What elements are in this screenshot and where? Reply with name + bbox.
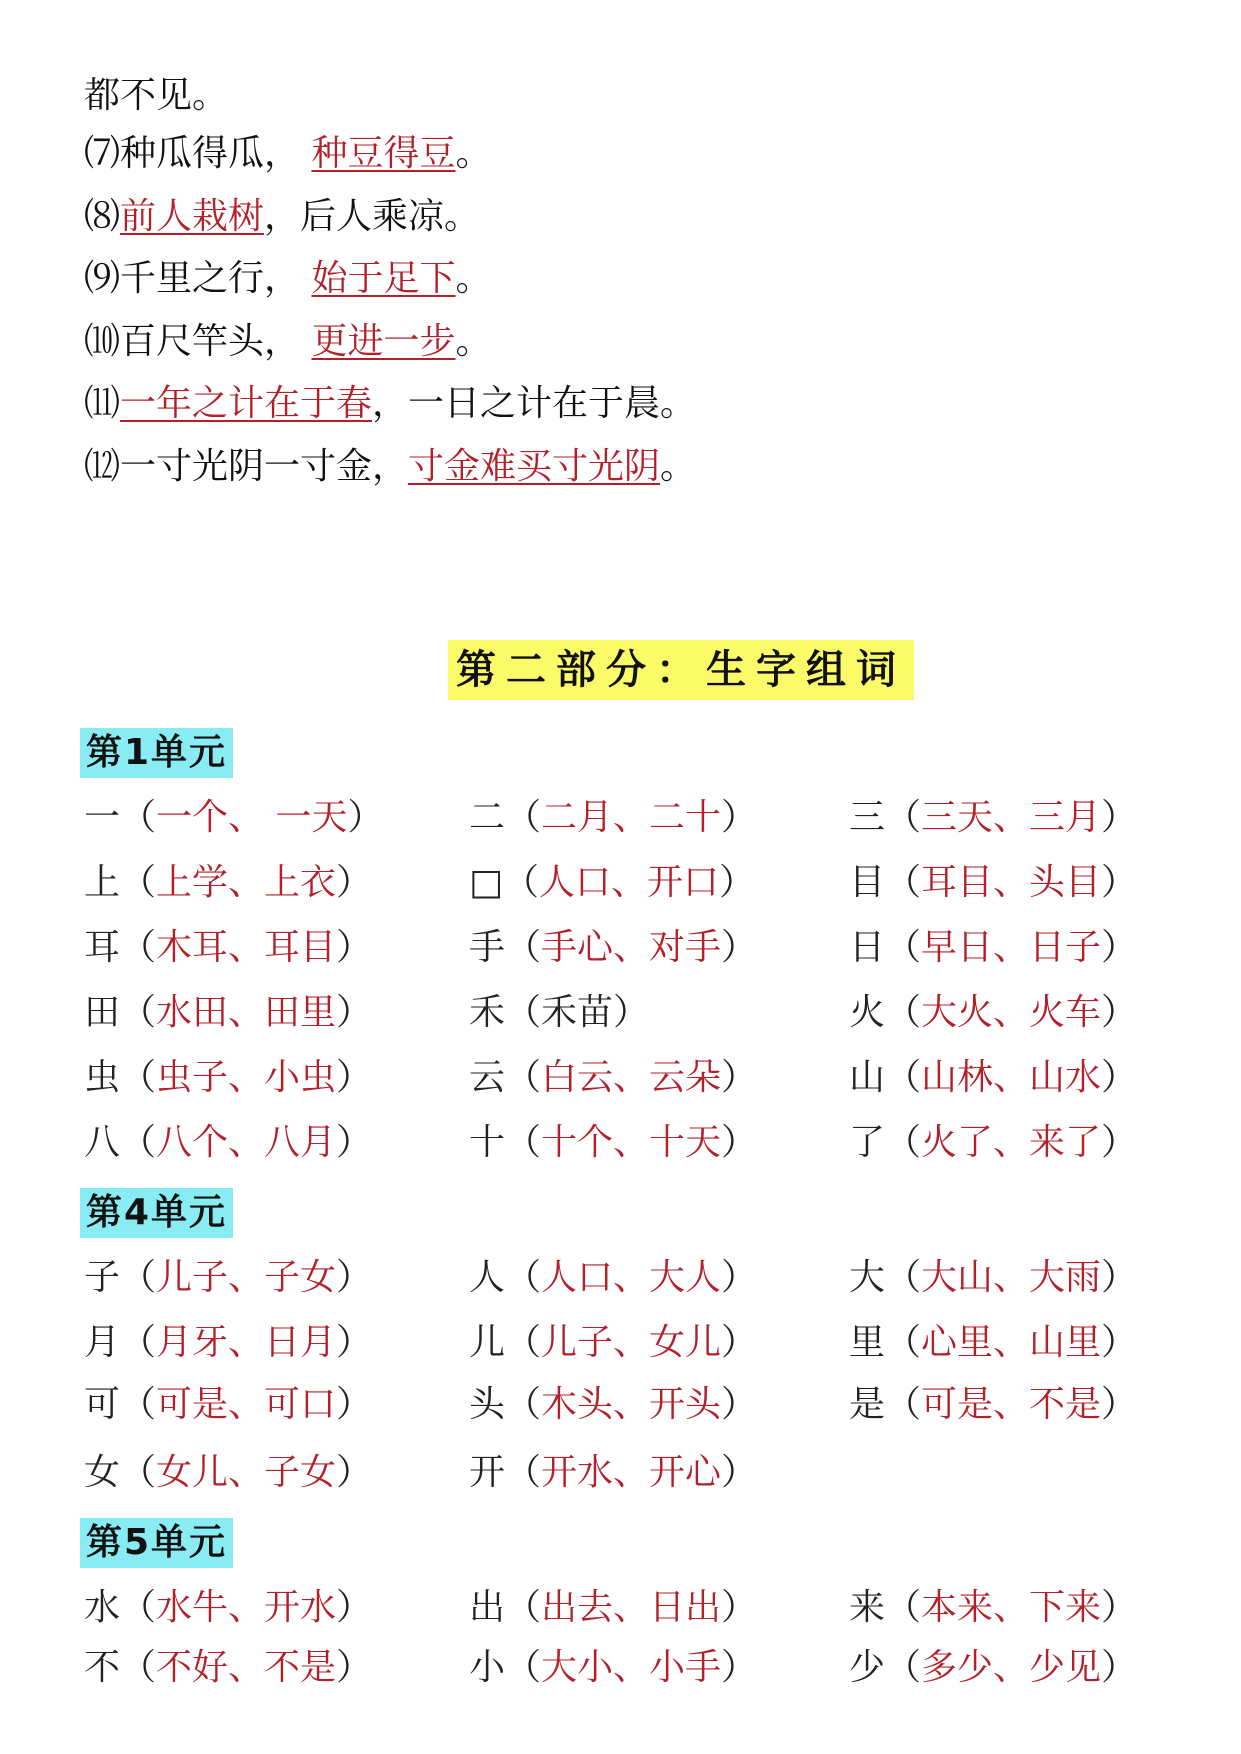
word-entry: 大（大山、大雨） [849, 1257, 1138, 1298]
words: 大山、大雨 [921, 1257, 1102, 1298]
words: 人口、开口 [539, 862, 720, 903]
words: 开水、开心 [541, 1452, 722, 1493]
character: 云 [469, 1057, 506, 1098]
proverb-prefix: ⑾ [84, 383, 121, 424]
character: 二 [469, 797, 506, 838]
words: 不好、不是 [156, 1647, 337, 1688]
word-entry: 头（木头、开头） [469, 1384, 758, 1425]
word-entry: 里（心里、山里） [849, 1322, 1138, 1363]
word-entry: 人（人口、大人） [469, 1257, 758, 1298]
word-entry: 目（耳目、头目） [849, 862, 1138, 903]
character: 小 [469, 1647, 506, 1688]
words: 大火、火车 [921, 992, 1102, 1033]
words: 三天、三月 [921, 797, 1102, 838]
words: 火了、来了 [921, 1122, 1102, 1163]
word-entry: 女（女儿、子女） [84, 1452, 373, 1493]
word-entry: 八（八个、八月） [84, 1122, 373, 1163]
proverb-line-11 [84, 380, 696, 428]
word-row [84, 988, 1184, 1038]
word-entry: 可（可是、可口） [84, 1384, 373, 1425]
character: 日 [849, 927, 886, 968]
words: 大小、小手 [541, 1647, 722, 1688]
character: 上 [84, 862, 121, 903]
character: 少 [849, 1647, 886, 1688]
word-entry: 耳（木耳、耳目） [84, 927, 373, 968]
word-entry: 禾（禾苗） [469, 992, 650, 1033]
character: 了 [849, 1122, 886, 1163]
word-entry: 二（二月、二十） [469, 797, 758, 838]
words: 十个、十天 [541, 1122, 722, 1163]
unit-heading-5: 第5单元 [80, 1518, 233, 1568]
word-entry: 出（出去、日出） [469, 1587, 758, 1628]
word-entry: □（人口、开口） [469, 862, 756, 903]
word-entry: 小（大小、小手） [469, 1647, 758, 1688]
proverb-answer: 寸金难买寸光阴 [408, 446, 661, 487]
character: 田 [84, 992, 121, 1033]
word-entry: 虫（虫子、小虫） [84, 1057, 373, 1098]
word-row [84, 1448, 1184, 1498]
character: 里 [849, 1322, 886, 1363]
unit-heading-4: 第4单元 [80, 1188, 233, 1238]
word-entry: 是（可是、不是） [849, 1384, 1138, 1425]
words: 月牙、日月 [156, 1322, 337, 1363]
proverb-answer: 更进一步 [311, 321, 456, 362]
words: 手心、对手 [541, 927, 722, 968]
words: 一个、 一天 [156, 797, 348, 838]
word-row [84, 1583, 1184, 1633]
words: 禾苗 [541, 992, 614, 1033]
proverb-prefix: ⑺种瓜得瓜， [84, 133, 312, 174]
words: 二月、二十 [541, 797, 722, 838]
word-entry: 开（开水、开心） [469, 1452, 758, 1493]
character: 人 [469, 1257, 506, 1298]
character: 水 [84, 1587, 121, 1628]
words: 八个、八月 [156, 1122, 337, 1163]
word-row [84, 1380, 1184, 1430]
proverb-line-continued [84, 72, 228, 120]
word-row [84, 858, 1184, 908]
proverb-prefix: ⑿一寸光阴一寸金， [84, 446, 409, 487]
character: 手 [469, 927, 506, 968]
character: 一 [84, 797, 121, 838]
unit-heading-1: 第1单元 [80, 728, 233, 778]
word-entry: 不（不好、不是） [84, 1647, 373, 1688]
words: 山林、山水 [921, 1057, 1102, 1098]
character: 是 [849, 1384, 886, 1425]
proverb-suffix: 。 [455, 258, 492, 299]
proverb-answer: 种豆得豆 [311, 133, 456, 174]
proverb-suffix: 。 [455, 321, 492, 362]
word-entry: 来（本来、下来） [849, 1587, 1138, 1628]
character: 可 [84, 1384, 121, 1425]
word-entry: 了（火了、来了） [849, 1122, 1138, 1163]
word-row [84, 1253, 1184, 1303]
proverb-line-7 [84, 130, 491, 178]
word-entry: 一（一个、 一天） [84, 797, 384, 838]
character: 不 [84, 1647, 121, 1688]
proverb-prefix: ⑼千里之行， [84, 258, 312, 299]
word-entry: 子（儿子、子女） [84, 1257, 373, 1298]
proverb-line-10 [84, 318, 491, 366]
word-row [84, 793, 1184, 843]
word-entry: 儿（儿子、女儿） [469, 1322, 758, 1363]
character: 月 [84, 1322, 121, 1363]
character: 开 [469, 1452, 506, 1493]
words: 本来、下来 [921, 1587, 1102, 1628]
words: 可是、可口 [156, 1384, 337, 1425]
words: 可是、不是 [921, 1384, 1102, 1425]
words: 水田、田里 [156, 992, 337, 1033]
words: 上学、上衣 [156, 862, 337, 903]
proverb-answer: 一年之计在于春 [120, 383, 373, 424]
words: 早日、日子 [921, 927, 1102, 968]
words: 儿子、女儿 [541, 1322, 722, 1363]
character: 女 [84, 1452, 121, 1493]
words: 多少、少见 [921, 1647, 1102, 1688]
words: 虫子、小虫 [156, 1057, 337, 1098]
words: 木头、开头 [541, 1384, 722, 1425]
word-entry: 少（多少、少见） [849, 1647, 1138, 1688]
proverb-line-9 [84, 255, 491, 303]
word-row [84, 1053, 1184, 1103]
word-row [84, 923, 1184, 973]
word-entry: 日（早日、日子） [849, 927, 1138, 968]
words: 木耳、耳目 [156, 927, 337, 968]
character: 耳 [84, 927, 121, 968]
word-entry: 水（水牛、开水） [84, 1587, 373, 1628]
word-entry: 田（水田、田里） [84, 992, 373, 1033]
words: 耳目、头目 [921, 862, 1102, 903]
words: 白云、云朵 [541, 1057, 722, 1098]
words: 水牛、开水 [156, 1587, 337, 1628]
word-entry: 手（手心、对手） [469, 927, 758, 968]
character: 目 [849, 862, 886, 903]
word-row [84, 1318, 1184, 1368]
word-row [84, 1118, 1184, 1168]
character: 出 [469, 1587, 506, 1628]
word-row [84, 1643, 1184, 1693]
words: 儿子、子女 [156, 1257, 337, 1298]
proverb-prefix: ⑻ [84, 196, 121, 237]
word-entry: 云（白云、云朵） [469, 1057, 758, 1098]
word-entry: 火（大火、火车） [849, 992, 1138, 1033]
proverb-suffix: 。 [660, 446, 697, 487]
character: 山 [849, 1057, 886, 1098]
character: 大 [849, 1257, 886, 1298]
character: 虫 [84, 1057, 121, 1098]
word-entry: 月（月牙、日月） [84, 1322, 373, 1363]
character: 十 [469, 1122, 506, 1163]
character: □ [469, 862, 504, 903]
proverb-prefix: ⑽百尺竿头， [84, 321, 312, 362]
character: 子 [84, 1257, 121, 1298]
proverb-answer: 前人栽树 [120, 196, 265, 237]
character: 火 [849, 992, 886, 1033]
proverb-line-8 [84, 193, 480, 241]
words: 女儿、子女 [156, 1452, 337, 1493]
proverb-suffix: 。 [455, 133, 492, 174]
words: 人口、大人 [541, 1257, 722, 1298]
proverb-text: 都不见。 [84, 75, 229, 116]
character: 头 [469, 1384, 506, 1425]
proverb-line-12 [84, 443, 696, 491]
word-entry: 山（山林、山水） [849, 1057, 1138, 1098]
word-entry: 十（十个、十天） [469, 1122, 758, 1163]
words: 心里、山里 [921, 1322, 1102, 1363]
section-title: 第二部分：生字组词 [448, 640, 914, 700]
words: 出去、日出 [541, 1587, 722, 1628]
character: 八 [84, 1122, 121, 1163]
character: 禾 [469, 992, 506, 1033]
word-entry: 三（三天、三月） [849, 797, 1138, 838]
character: 儿 [469, 1322, 506, 1363]
character: 三 [849, 797, 886, 838]
proverb-suffix: ，一日之计在于晨。 [372, 383, 697, 424]
character: 来 [849, 1587, 886, 1628]
word-entry: 上（上学、上衣） [84, 862, 373, 903]
proverb-suffix: ，后人乘凉。 [264, 196, 481, 237]
proverb-answer: 始于足下 [311, 258, 456, 299]
